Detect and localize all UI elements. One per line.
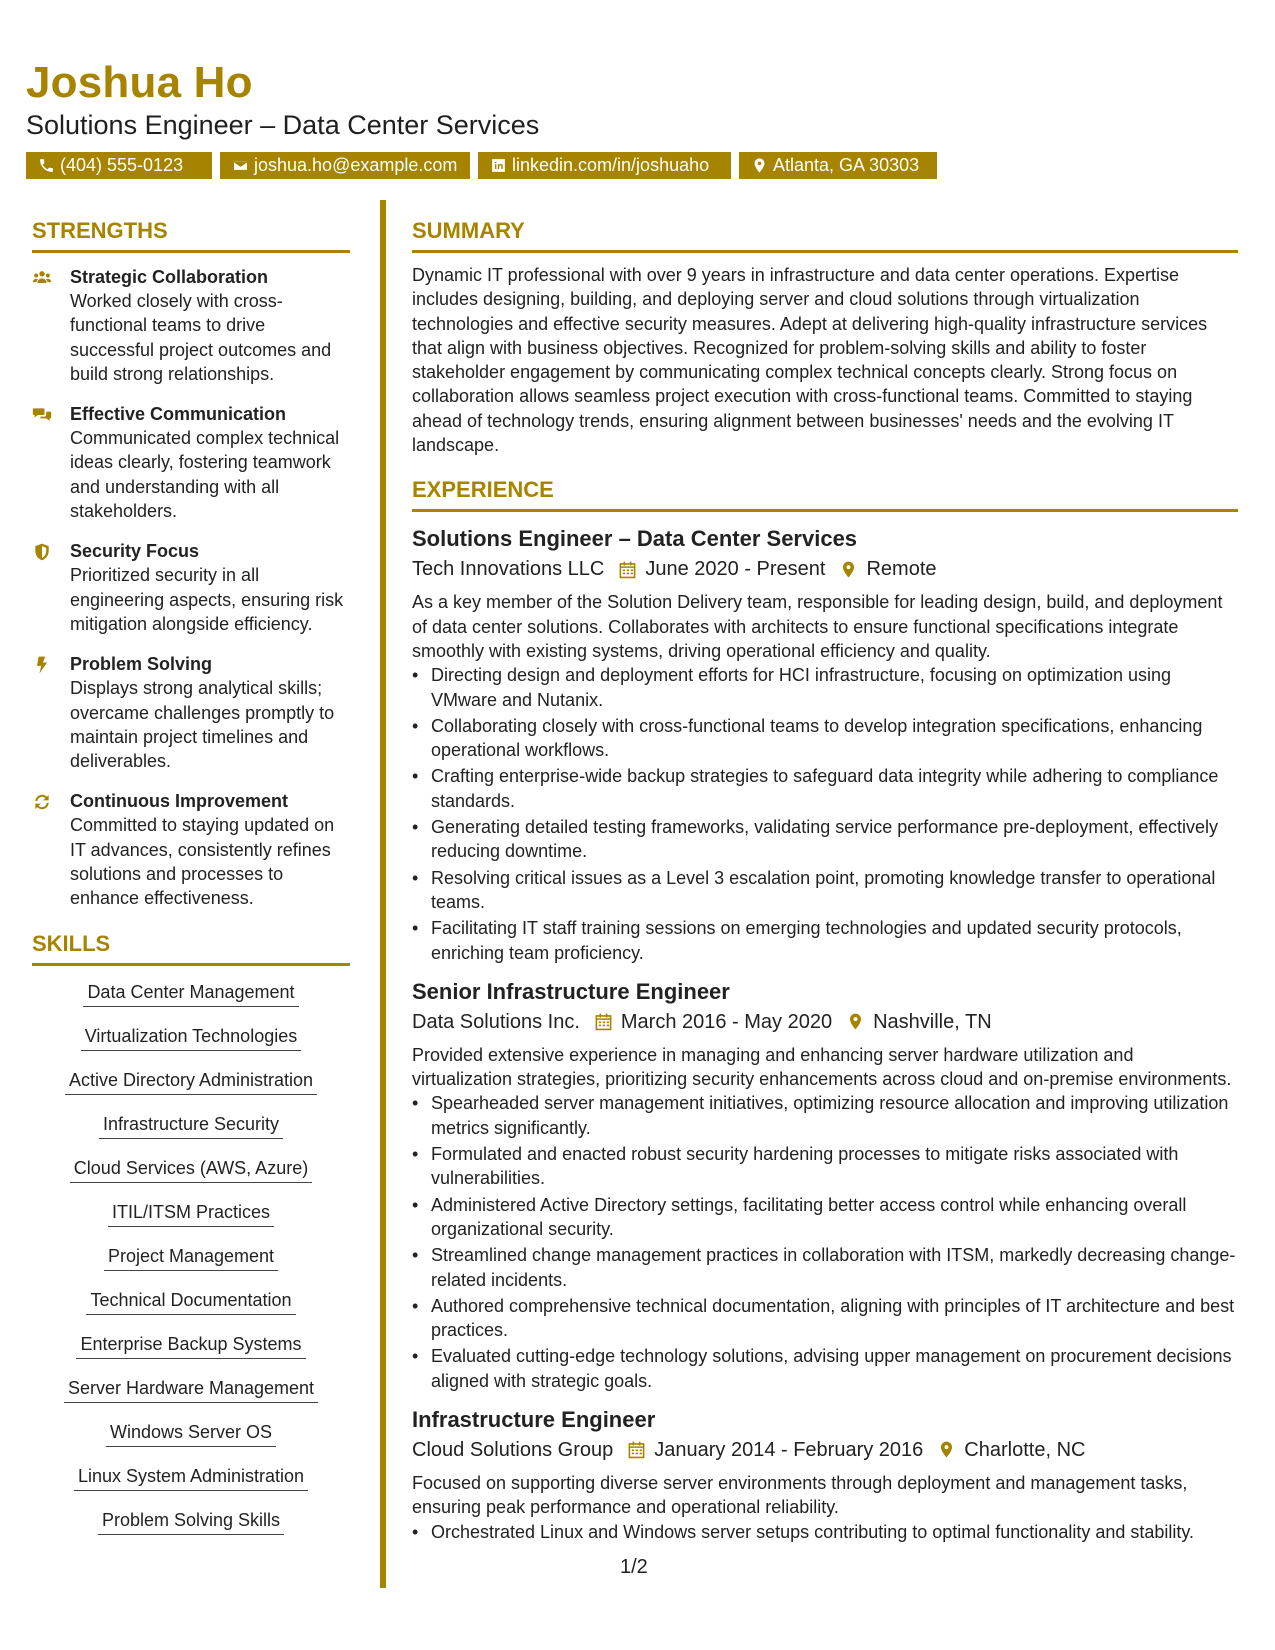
summary-text: Dynamic IT professional with over 9 years in infrastructure and data center operations. Expertise includes designing, building, and deploying server and cloud solutions through virtualization technologies and effective security measures. Adept at delivering high-quality infrastructure services that align with business objectives. Recognized for problem-solving skills and ability to foster stakeholder engagement by communicating complex technical concepts clearly. Strong focus on collaboration allows seamless project execution with cross-functional teams. Committed to staying ahead of technology trends, ensuring alignment between businesses' needs and the evolving IT landscape. xyxy=(412,265,1208,456)
shield-icon xyxy=(32,542,52,562)
skill-item: Server Hardware Management xyxy=(64,1376,318,1403)
strength-desc: Displays strong analytical skills; overcame challenges promptly to maintain project timelines and deliverables. xyxy=(70,678,335,772)
skills-list xyxy=(32,980,350,1552)
job-entry xyxy=(412,524,1238,964)
job-title: Senior Infrastructure Engineer xyxy=(412,978,730,1004)
linkedin-icon xyxy=(490,157,507,174)
skill-item: Enterprise Backup Systems xyxy=(76,1332,305,1359)
skills-heading: SKILLS xyxy=(32,931,350,966)
map-pin-icon xyxy=(751,157,768,174)
skill-item: Infrastructure Security xyxy=(99,1112,283,1139)
job-description: Focused on supporting diverse server environments through deployment and management tasks, ensuring peak performance and operational reliability. xyxy=(412,1472,1188,1518)
job-bullet: • Crafting enterprise-wide backup strategies to safeguard data integrity while adhering to compliance standards. xyxy=(431,764,1238,813)
skill-item: Technical Documentation xyxy=(86,1288,295,1315)
strength-title: Problem Solving xyxy=(70,654,213,675)
contact-email[interactable] xyxy=(220,152,470,179)
strength-desc: Prioritized security in all engineering aspects, ensuring risk mitigation alongside efficiency. xyxy=(70,565,344,634)
skill-item: ITIL/ITSM Practices xyxy=(108,1200,274,1227)
job-title: Solutions Engineer – Data Center Services xyxy=(412,526,858,552)
job-bullet: • Formulated and enacted robust security hardening processes to mitigate risks associated with vulnerabilities. xyxy=(431,1142,1238,1191)
comments-icon xyxy=(32,405,52,425)
job-bullet: • Streamlined change management practices in collaboration with ITSM, markedly decreasing change-related incidents. xyxy=(431,1243,1238,1292)
strength-title: Security Focus xyxy=(70,541,200,562)
job-bullets xyxy=(412,1091,1238,1393)
job-meta xyxy=(412,1435,1238,1465)
map-pin-icon xyxy=(937,1440,956,1459)
contact-linkedin-text: linkedin.com/in/joshuaho xyxy=(512,155,710,175)
envelope-icon xyxy=(232,157,249,174)
contact-location-text: Atlanta, GA 30303 xyxy=(773,155,920,175)
candidate-name: Joshua Ho xyxy=(26,58,253,107)
job-meta xyxy=(412,554,1238,584)
strength-title: Effective Communication xyxy=(70,404,287,425)
job-dates: March 2016 - May 2020 xyxy=(620,1010,833,1033)
right-column xyxy=(412,218,1238,1546)
job-dates: January 2014 - February 2016 xyxy=(654,1438,924,1461)
skill-item: Active Directory Administration xyxy=(65,1068,317,1095)
job-company: Data Solutions Inc. xyxy=(412,1010,580,1033)
phone-icon xyxy=(38,157,55,174)
job-company: Tech Innovations LLC xyxy=(412,558,605,581)
calendar-icon xyxy=(627,1440,646,1459)
calendar-icon xyxy=(594,1012,613,1031)
skill-item: Linux System Administration xyxy=(74,1464,308,1491)
job-bullet: • Generating detailed testing frameworks, validating service performance pre-deployment, effectively reducing downtime. xyxy=(431,815,1238,864)
bolt-icon xyxy=(32,655,52,675)
skill-item: Virtualization Technologies xyxy=(81,1024,301,1051)
job-bullets xyxy=(412,1520,1238,1544)
strengths-heading: STRENGTHS xyxy=(32,218,350,253)
job-location: Charlotte, NC xyxy=(964,1438,1086,1461)
job-location: Remote xyxy=(866,558,937,581)
strength-title: Continuous Improvement xyxy=(70,791,289,812)
strength-item xyxy=(32,265,350,386)
contact-linkedin[interactable] xyxy=(478,152,731,179)
experience-heading: EXPERIENCE xyxy=(412,477,1238,512)
map-pin-icon xyxy=(839,560,858,579)
job-bullet: • Administered Active Directory settings, facilitating better access control while enhancing overall organizational security. xyxy=(431,1193,1238,1242)
strength-desc: Communicated complex technical ideas clearly, fostering teamwork and understanding with all stakeholders. xyxy=(70,428,340,522)
contact-phone[interactable] xyxy=(26,152,212,179)
strength-item xyxy=(32,402,350,523)
skill-item: Windows Server OS xyxy=(106,1420,276,1447)
users-icon xyxy=(32,268,52,288)
page-number: 1/2 xyxy=(620,1556,648,1578)
job-bullet: • Collaborating closely with cross-functional teams to develop integration specifications, enhancing operational workflows. xyxy=(431,714,1238,763)
job-bullets xyxy=(412,663,1238,965)
contact-bar xyxy=(26,152,937,179)
job-bullet: • Facilitating IT staff training sessions on emerging technologies and updated security protocols, enriching team proficiency. xyxy=(431,916,1238,965)
strength-item xyxy=(32,789,350,910)
job-entry xyxy=(412,1405,1238,1544)
skill-item: Cloud Services (AWS, Azure) xyxy=(70,1156,312,1183)
job-bullet: • Resolving critical issues as a Level 3 escalation point, promoting knowledge transfer to operational teams. xyxy=(431,866,1238,915)
strength-item xyxy=(32,539,350,636)
strengths-list xyxy=(32,265,350,911)
candidate-headline: Solutions Engineer – Data Center Services xyxy=(26,110,540,140)
job-bullet: • Spearheaded server management initiatives, optimizing resource allocation and improving utilization metrics significantly. xyxy=(431,1091,1238,1140)
contact-location[interactable] xyxy=(739,152,937,179)
skill-item: Data Center Management xyxy=(83,980,298,1007)
job-description: Provided extensive experience in managing and enhancing server hardware utilization and virtualization strategies, prioritizing security enhancements across cloud and on-premise environments. xyxy=(412,1044,1232,1090)
job-description: As a key member of the Solution Delivery team, responsible for leading design, build, and deployment of data center solutions. Collaborates with architects to ensure functional specifications integrate smoothly with existing systems, driving operational efficiency and quality. xyxy=(412,592,1223,661)
job-bullet: • Directing design and deployment efforts for HCI infrastructure, focusing on optimization using VMware and Nutanix. xyxy=(431,663,1238,712)
strength-desc: Worked closely with cross-functional teams to drive successful project outcomes and build strong relationships. xyxy=(70,291,332,384)
skill-item: Problem Solving Skills xyxy=(98,1508,284,1535)
job-entry xyxy=(412,977,1238,1393)
job-location: Nashville, TN xyxy=(873,1010,992,1033)
job-bullet: • Authored comprehensive technical documentation, aligning with principles of IT architecture and best practices. xyxy=(431,1294,1238,1343)
job-dates: June 2020 - Present xyxy=(645,558,826,581)
contact-phone-text: (404) 555-0123 xyxy=(60,155,184,175)
map-pin-icon xyxy=(846,1012,865,1031)
column-divider xyxy=(380,200,386,1588)
strength-desc: Committed to staying updated on IT advances, consistently refines solutions and processes to enhance effectiveness. xyxy=(70,815,335,909)
strength-item xyxy=(32,652,350,773)
job-company: Cloud Solutions Group xyxy=(412,1438,614,1461)
sync-icon xyxy=(32,792,52,812)
job-meta xyxy=(412,1007,1238,1037)
left-column xyxy=(32,218,350,1552)
skill-item: Project Management xyxy=(104,1244,278,1271)
job-bullet: • Evaluated cutting-edge technology solutions, advising upper management on procurement decisions aligned with strategic goals. xyxy=(431,1344,1238,1393)
job-title: Infrastructure Engineer xyxy=(412,1406,656,1432)
contact-email-text: joshua.ho@example.com xyxy=(254,155,458,175)
strength-title: Strategic Collaboration xyxy=(70,267,269,287)
summary-heading: SUMMARY xyxy=(412,218,1238,253)
job-bullet: • Orchestrated Linux and Windows server setups contributing to optimal functionality and stability. xyxy=(431,1520,1238,1544)
calendar-icon xyxy=(618,560,637,579)
